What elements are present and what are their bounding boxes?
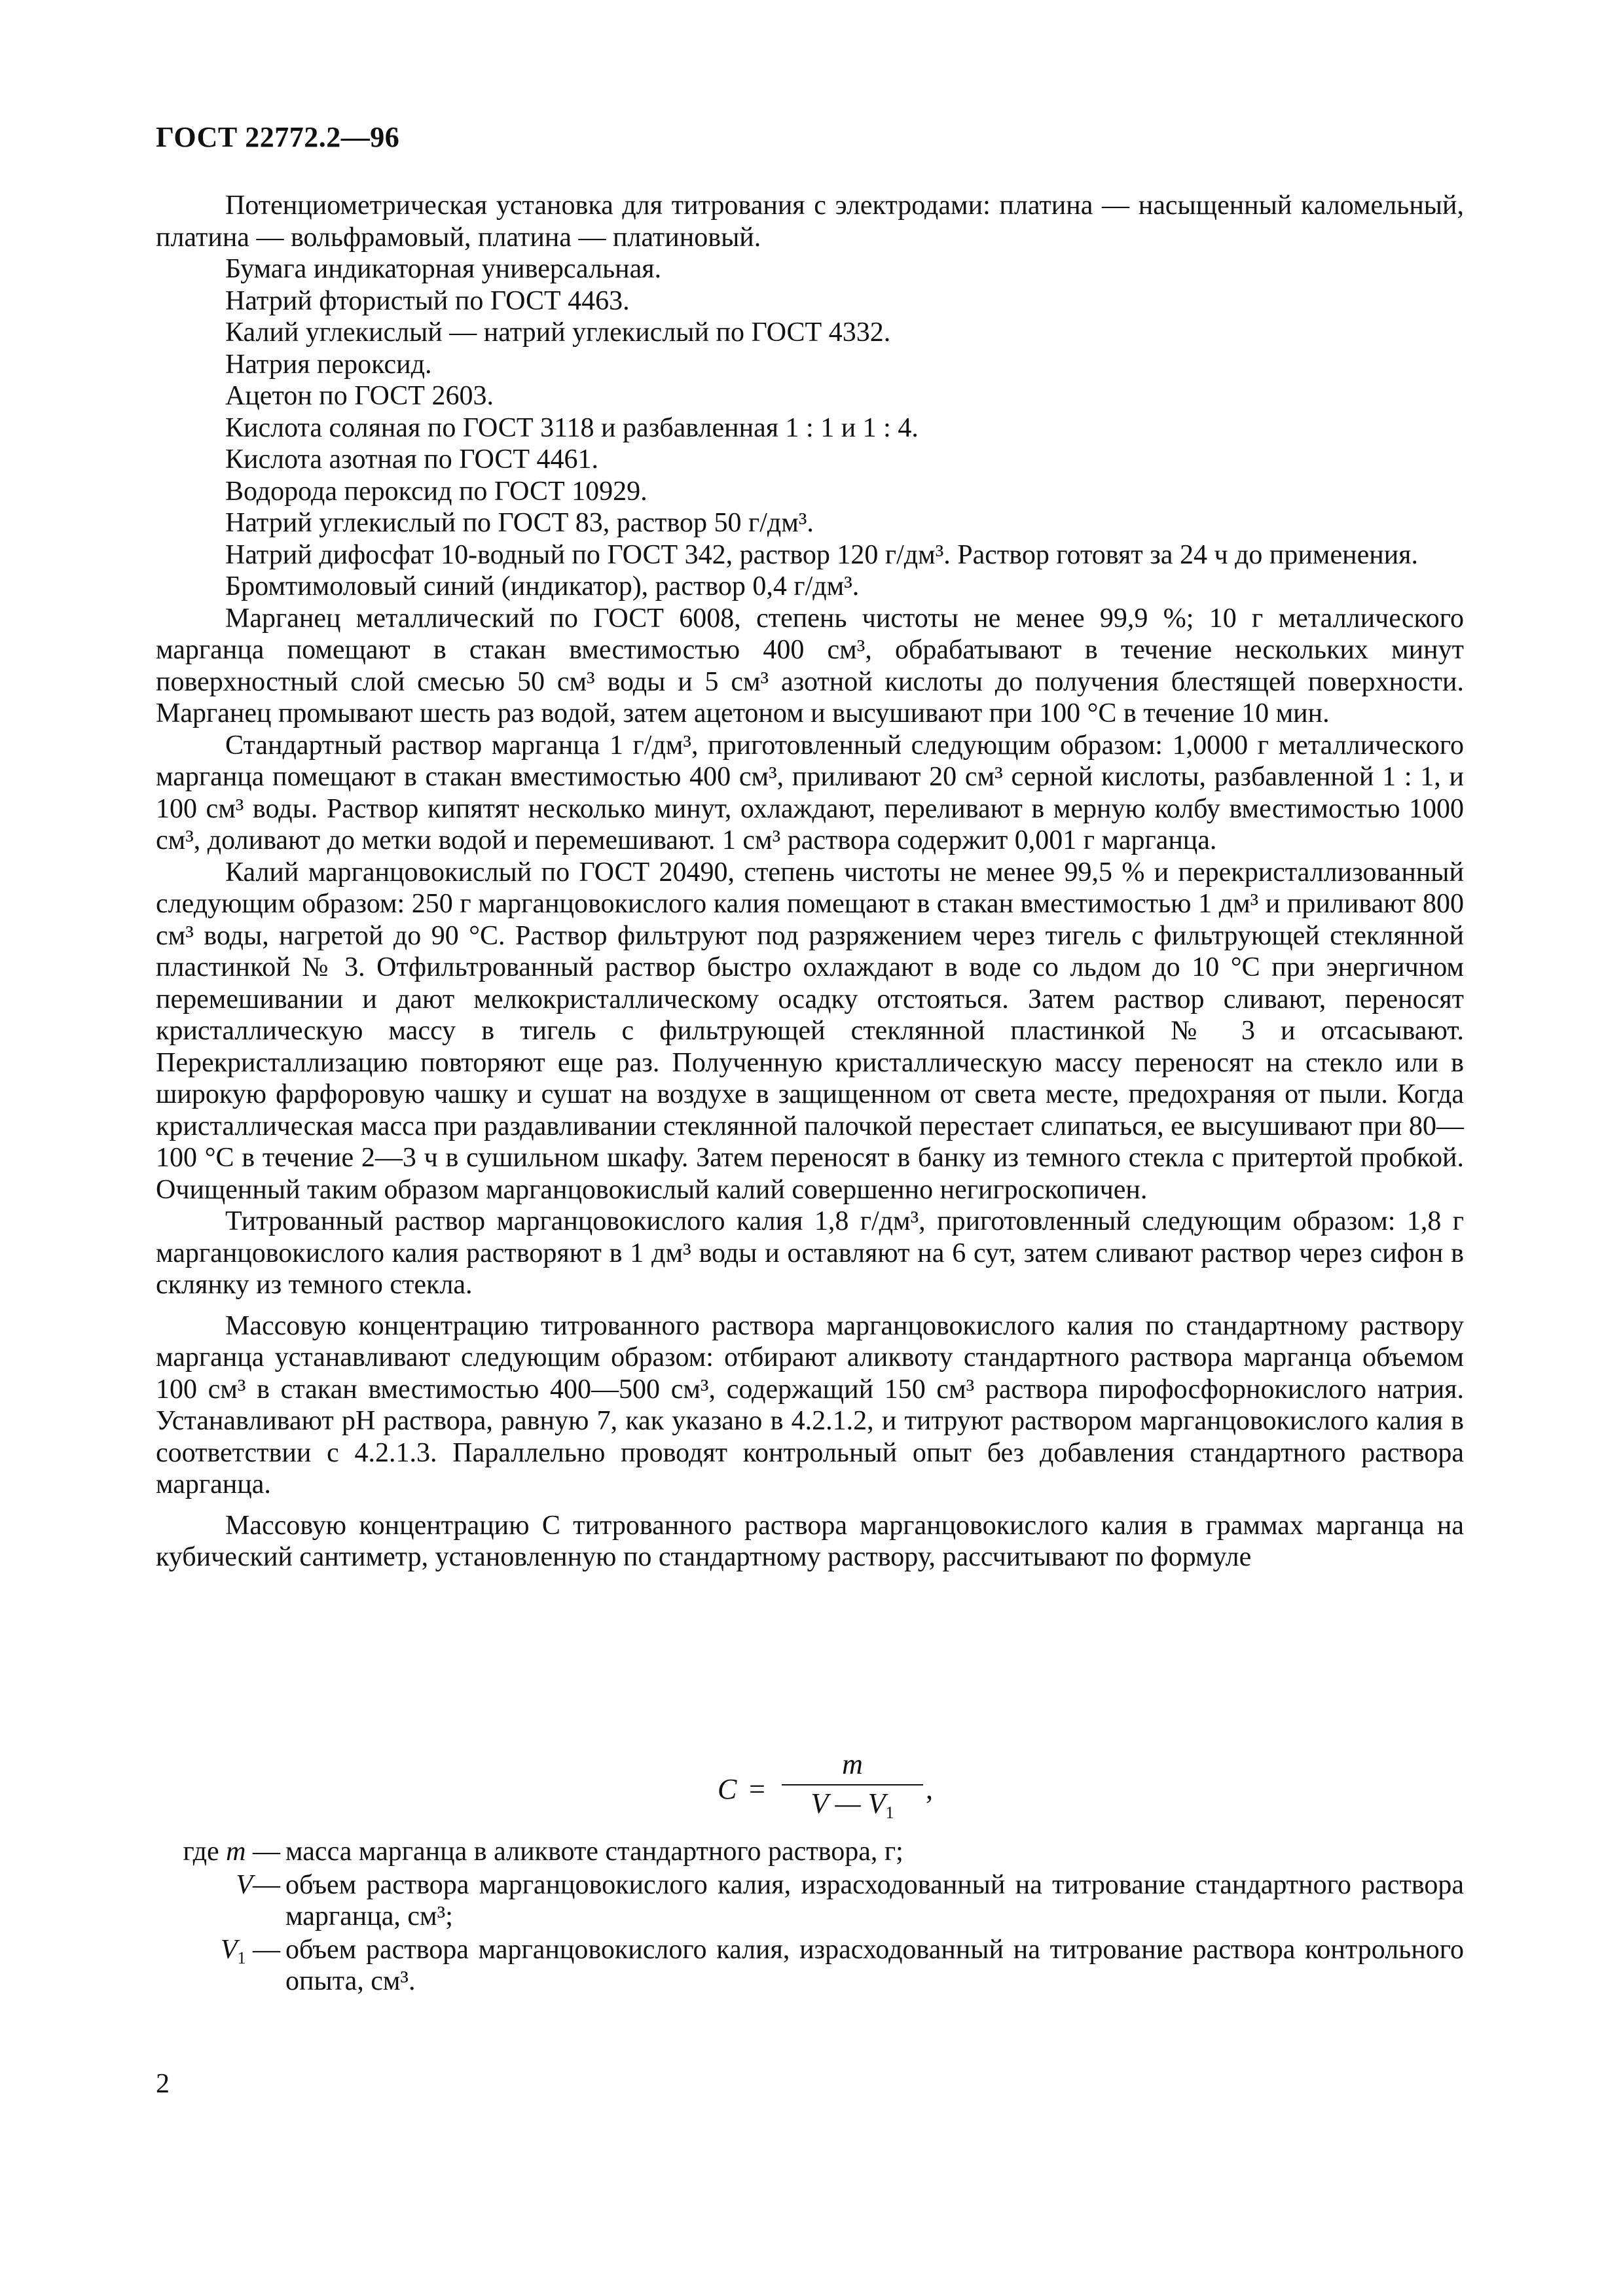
formula-legend — [156, 1836, 1464, 1999]
paragraph-indicator-paper: Бумага индикаторная универсальная. — [225, 254, 662, 284]
paragraph-hydrogen-peroxide: Водорода пероксид по ГОСТ 10929. — [225, 476, 647, 507]
concentration-formula — [718, 1748, 933, 1822]
legend-row-m — [156, 1836, 1464, 1868]
document-header-code: ГОСТ 22772.2—96 — [156, 121, 400, 153]
legend-row-v — [156, 1869, 1464, 1933]
formula-fraction-bar — [782, 1784, 923, 1785]
paragraph-concentration-formula-intro: Массовую концентрацию C титрованного раствора марганцовокислого калия в граммах марганца на кубический сантиметр, установленную по стандартному раствору, рассчитывают по формуле — [156, 1510, 1464, 1572]
paragraph-nitric-acid: Кислота азотная по ГОСТ 4461. — [225, 444, 598, 475]
paragraph-potassium-carbonate: Калий углекислый — натрий углекислый по ГОСТ 4332. — [225, 317, 891, 348]
formula-equals-sign: = — [749, 1773, 765, 1805]
legend-term-v: V— — [236, 1869, 280, 1900]
formula-lhs: C — [718, 1773, 737, 1805]
legend-row-v1 — [156, 1934, 1464, 1998]
legend-term-m: где m — — [183, 1837, 280, 1867]
legend-term-v1: $V_1$ — — [220, 1934, 280, 1967]
paragraph-acetone: Ацетон по ГОСТ 2603. — [225, 381, 494, 411]
paragraph-sodium-peroxide: Натрия пероксид. — [225, 349, 432, 380]
paragraph-titrated-solution: Титрованный раствор марганцовокислого калия 1,8 г/дм³, приготовленный следующим образом: 1,8 г марганцовокислого калия растворяют в 1 дм³ воды и оставляют на 6 сут, затем сливают раствор через сифон в склянку из темного стекла. — [156, 1206, 1464, 1300]
paragraph-sodium-carbonate: Натрий углекислый по ГОСТ 83, раствор 50 г/дм³. — [225, 508, 814, 538]
legend-definition-v1: объем раствора марганцовокислого калия, израсходованный на титрование раствора контрольного опыта, см³. — [285, 1934, 1464, 1996]
paragraph-concentration-procedure: Массовую концентрацию титрованного раствора марганцовокислого калия по стандартному раствору марганца устанавливают следующим образом: отбирают аликвоту стандартного раствора марганца объемом 100 см³ в стакан вместимостью 400—500 см³, содержащий 150 см³ раствора пирофосфорнокислого натрия. Устанавливают рН раствора, равную 7, как указано в 4.2.1.2, и титруют раствором марганцовокислого калия в соответствии с 4.2.1.3. Параллельно проводят контрольный опыт без добавления стандартного раствора марганца. — [156, 1310, 1464, 1499]
paragraph-bromothymol-blue: Бромтимоловый синий (индикатор), раствор 0,4 г/дм³. — [225, 571, 860, 601]
formula-trailing-comma: , — [926, 1773, 933, 1805]
paragraph-titration-setup: Потенциометрическая установка для титрования с электродами: платина — насыщенный каломельный, платина — вольфрамовый, платина — платиновый. — [156, 190, 1464, 253]
formula-numerator: m — [842, 1748, 863, 1780]
paragraph-potassium-permanganate: Калий марганцовокислый по ГОСТ 20490, степень чистоты не менее 99,5 % и перекристаллизованный следующим образом: 250 г марганцовокислого калия помещают в стакан вместимостью 1 дм³ и приливают 800 см³ воды, нагретой до 90 °С. Раствор фильтруют под разряжением через тигель с фильтрующей стеклянной пластинкой № 3. Отфильтрованный раствор быстро охлаждают в воде со льдом до 10 °С при энергичном перемешивании и дают мелкокристаллическому осадку отстояться. Затем раствор сливают, переносят кристаллическую массу в тигель с фильтрующей стеклянной пластинкой № 3 и отсасывают. Перекристаллизацию повторяют еще раз. Полученную кристаллическую массу переносят на стекло или в широкую фарфоровую чашку и сушат на воздухе в защищенном от света месте, предохраняя от пыли. Когда кристаллическая масса при раздавливании стеклянной палочкой перестает слипаться, ее высушивают при 80—100 °С в течение 2—3 ч в сушильном шкафу. Затем переносят в банку из темного стекла с притертой пробкой. Очищенный таким образом марганцовокислый калий совершенно негигроскопичен. — [156, 857, 1464, 1205]
paragraph-sodium-fluoride: Натрий фтористый по ГОСТ 4463. — [225, 285, 630, 316]
legend-definition-m: масса марганца в аликвоте стандартного раствора, г; — [285, 1837, 903, 1867]
page-number: 2 — [156, 2069, 170, 2099]
formula-fraction — [782, 1748, 923, 1823]
paragraph-sodium-diphosphate: Натрий дифосфат 10-водный по ГОСТ 342, раствор 120 г/дм³. Раствор готовят за 24 ч до применения. — [225, 539, 1418, 570]
paragraph-standard-solution: Стандартный раствор марганца 1 г/дм³, приготовленный следующим образом: 1,0000 г металлического марганца помещают в стакан вместимостью 400 см³, приливают 20 см³ серной кислоты, разбавленной 1 : 1, и 100 см³ воды. Раствор кипятят несколько минут, охлаждают, переливают в мерную колбу вместимостью 1000 см³, доливают до метки водой и перемешивают. 1 см³ раствора содержит 0,001 г марганца. — [156, 730, 1464, 855]
formula-denominator: V — $V_1$ — [811, 1787, 894, 1822]
document-body — [156, 190, 1464, 1573]
legend-definition-v: объем раствора марганцовокислого калия, израсходованный на титрование стандартного раствора марганца, см³; — [285, 1869, 1464, 1931]
paragraph-hydrochloric-acid: Кислота соляная по ГОСТ 3118 и разбавленная 1 : 1 и 1 : 4. — [225, 412, 919, 443]
paragraph-manganese-metal: Марганец металлический по ГОСТ 6008, степень чистоты не менее 99,9 %; 10 г металлического марганца помещают в стакан вместимостью 400 см³, обрабатывают в течение нескольких минут поверхностный слой смесью 50 см³ воды и 5 см³ азотной кислоты до получения блестящей поверхности. Марганец промывают шесть раз водой, затем ацетоном и высушивают при 100 °С в течение 10 мин. — [156, 603, 1464, 728]
